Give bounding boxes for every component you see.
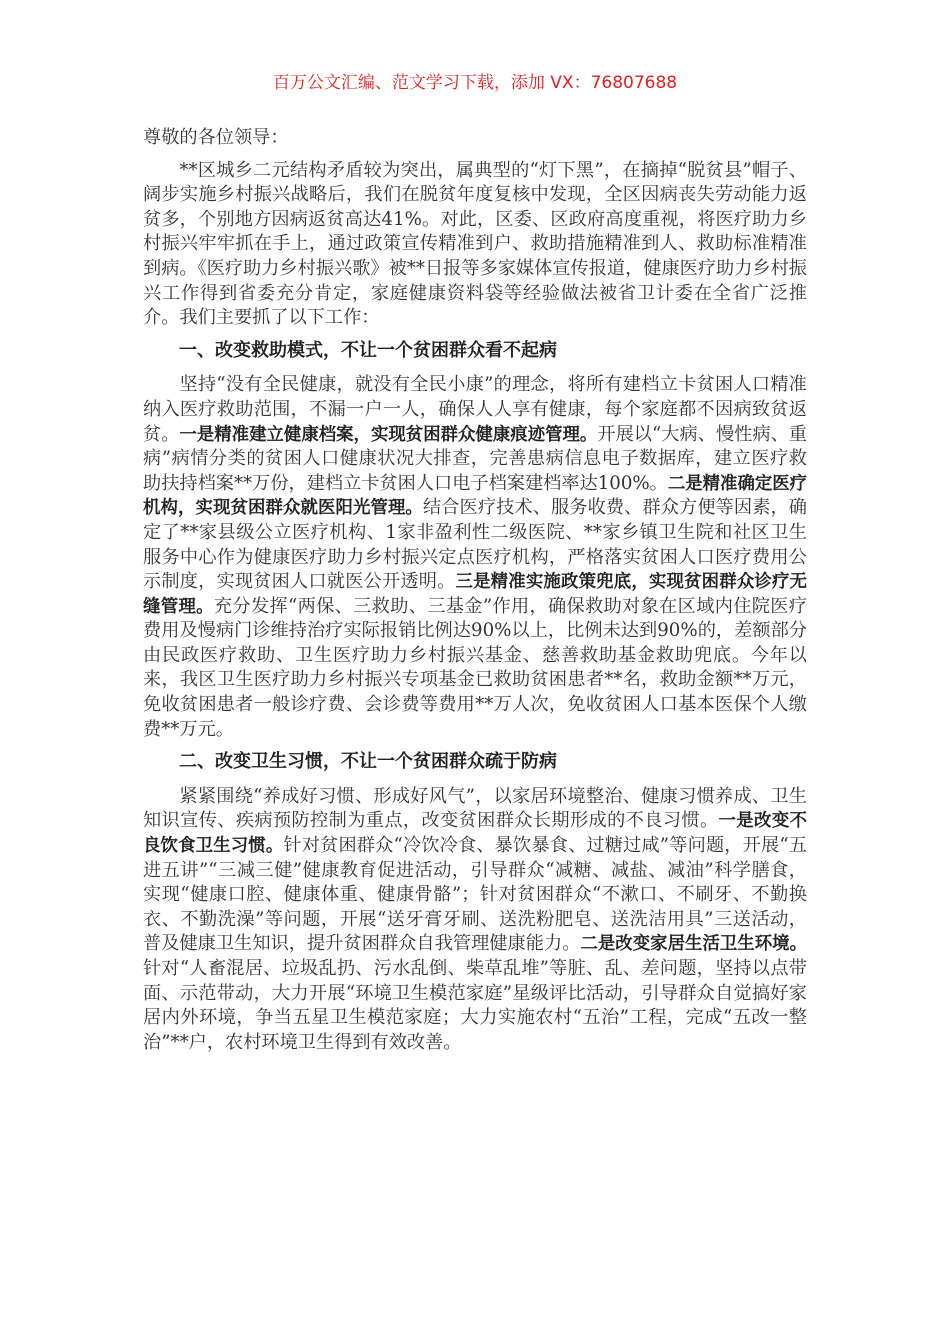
text-run: 坚持“没有全民健康，就没有全民小康”的理念，将所有建档立卡贫困人口精准纳入医疗救助范围，不漏一户一人，确保人人享有健康，每个家庭都不因病致贫返贫。 bbox=[143, 374, 807, 445]
text-run: 开展以“大病、慢性病、重病”病情分类的贫困人口健康状况大排查，完善患病信息电子数据库，建立医疗救助扶持档案**万份，建档立卡贫困人口电子档案建档率达100%。 bbox=[143, 423, 807, 494]
watermark-header: 百万公文汇编、范文学习下载，添加 VX：76807688 bbox=[272, 73, 678, 93]
text-run: 充分发挥“两保、三救助、三基金”作用，确保救助对象在区域内住院医疗费用及慢病门诊维持治疗实际报销比例达90%以上，比例未达到90%的，差额部分由民政医疗救助、卫生医疗助力乡村振兴基金、慈善救助基金救助兜底。今年以来，我区卫生医疗助力乡村振兴专项基金已救助贫困患者**名，救助金额**万元，免收贫困患者一般诊疗费、会诊费等费用**万人次，免收贫困人口基本医保个人缴费**万元。 bbox=[143, 595, 807, 740]
bold-run: 一是精准建立健康档案，实现贫困群众健康痕迹管理。 bbox=[179, 424, 598, 445]
bold-run: 一是改变不良饮食卫生习惯。 bbox=[143, 811, 807, 857]
intro-paragraph: **区城乡二元结构矛盾较为突出，属典型的“灯下黑”，在摘掉“脱贫县”帽子、阔步实施乡村振兴战略后，我们在脱贫年度复核中发现，全区因病丧失劳动能力返贫多，个别地方因病返贫高达41%。对此，区委、区政府高度重视，将医疗助力乡村振兴牢牢抓在手上，通过政策宣传精准到户、救助措施精准到人、救助标准精准到病。《医疗助力乡村振兴歌》被**日报等多家媒体宣传报道，健康医疗助力乡村振兴工作得到省委充分肯定，家庭健康资料袋等经验做法被省卫计委在全省广泛推介。我们主要抓了以下工作： bbox=[143, 159, 807, 329]
section-1-paragraph bbox=[143, 373, 807, 742]
bold-run: 二是改变家居生活卫生环境。 bbox=[580, 934, 807, 955]
text-run: 紧紧围绕“养成好习惯、形成好风气”，以家居环境整治、健康习惯养成、卫生知识宣传、疾病预防控制为重点，改变贫困群众长期形成的不良习惯。 bbox=[143, 785, 807, 832]
bold-run: 三是精准实施政策兜底，实现贫困群众诊疗无缝管理。 bbox=[143, 572, 807, 617]
document-body bbox=[143, 126, 807, 1063]
text-run: 针对“人畜混居、垃圾乱扔、污水乱倒、柴草乱堆”等脏、乱、差问题，坚持以点带面、示范带动，大力开展“环境卫生模范家庭”星级评比活动，引导群众自觉搞好家居内外环境，争当五星卫生模范家庭；大力实施农村“五治”工程，完成“五改一整治”**户，农村环境卫生得到有效改善。 bbox=[143, 958, 807, 1053]
section-2-heading: 二、改变卫生习惯，不让一个贫困群众疏于防病 bbox=[179, 751, 557, 773]
section-1-heading: 一、改变救助模式，不让一个贫困群众看不起病 bbox=[179, 339, 557, 361]
section-2-paragraph bbox=[143, 785, 807, 1056]
text-run: 针对贫困群众“冷饮冷食、暴饮暴食、过糖过咸”等问题，开展“五进五讲”“三减三健”健康教育促进活动，引导群众“减糖、减盐、减油”科学膳食，实现“健康口腔、健康体重、健康骨骼”；针对贫困群众“不漱口、不刷牙、不勤换衣、不勤洗澡”等问题，开展“送牙膏牙刷、送洗粉肥皂、送洗洁用具”三送活动，普及健康卫生知识，提升贫困群众自我管理健康能力。 bbox=[143, 835, 807, 955]
bold-run: 二是精准确定医疗机构，实现贫困群众就医阳光管理。 bbox=[143, 473, 808, 519]
text-run: 结合医疗技术、服务收费、群众方便等因素，确定了**家县级公立医疗机构、1家非盈利性二级医院、**家乡镇卫生院和社区卫生服务中心作为健康医疗助力乡村振兴定点医疗机构，严格落实贫困人口医疗费用公示制度，实现贫困人口就医公开透明。 bbox=[143, 497, 807, 593]
salutation: 尊敬的各位领导： bbox=[143, 127, 289, 148]
